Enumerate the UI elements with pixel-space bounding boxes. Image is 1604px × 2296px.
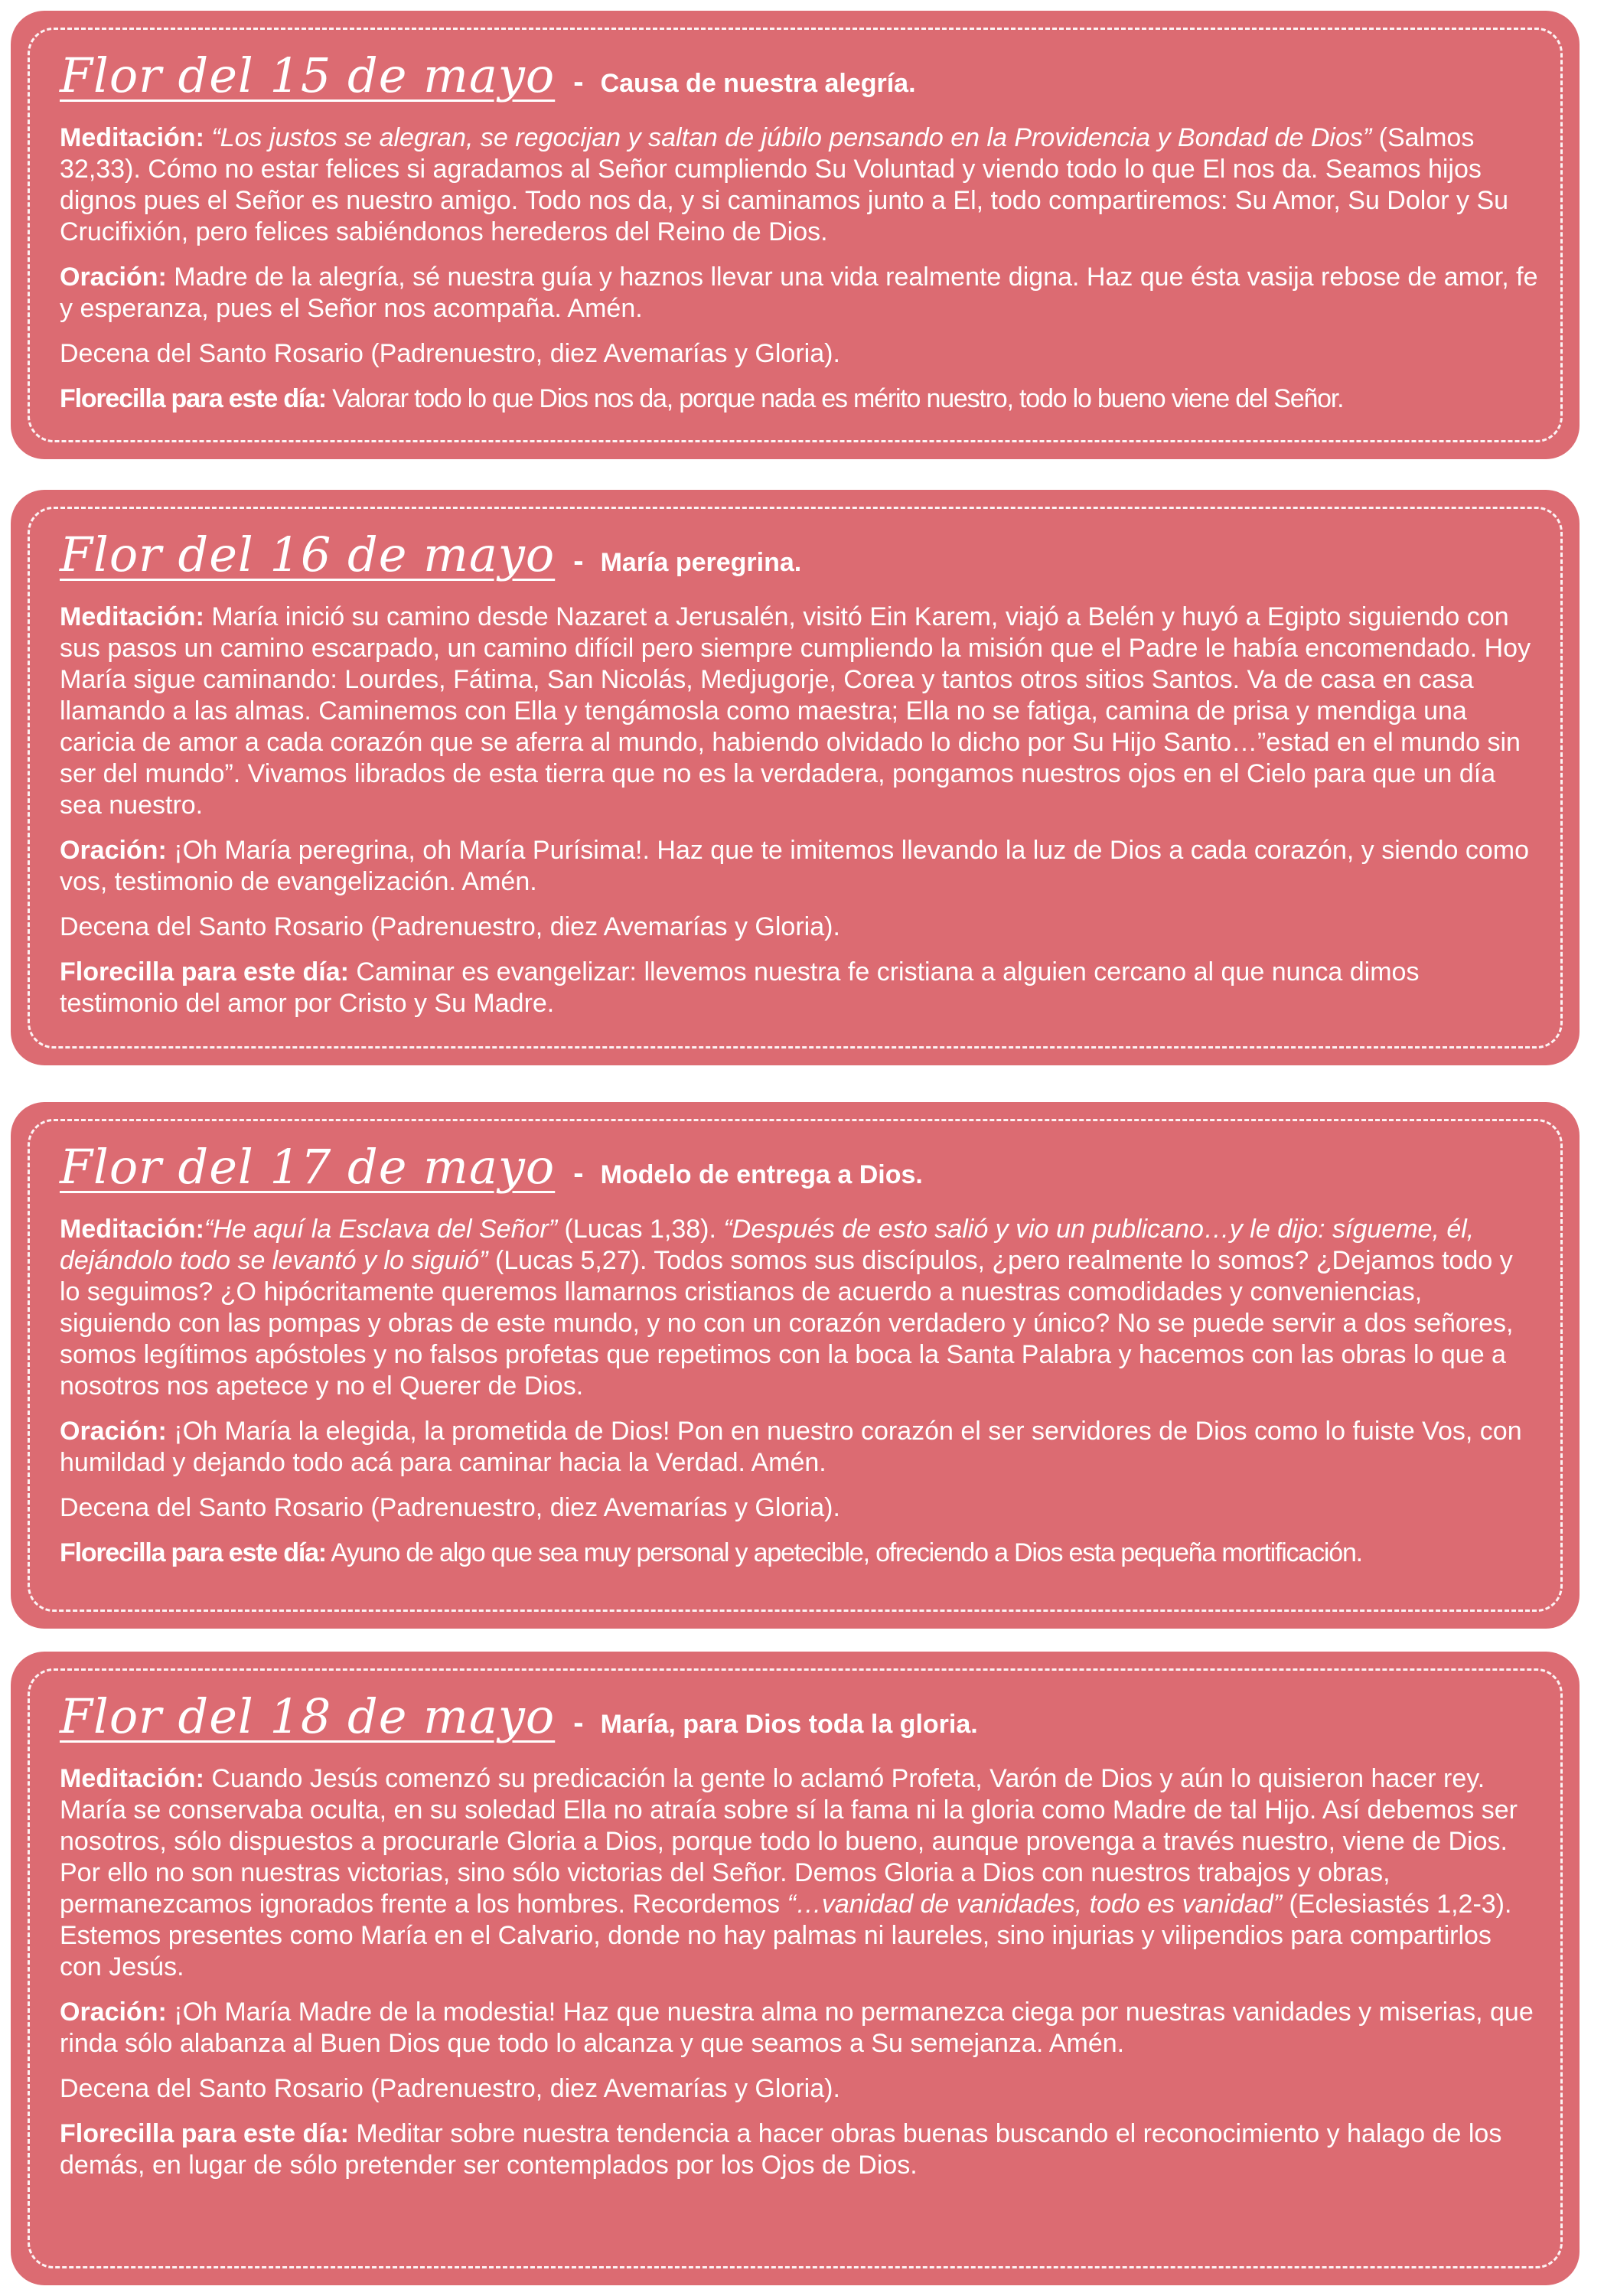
oracion-text: ¡Oh María la elegida, la prometida de Dios! Pon en nuestro corazón el ser servidores de Dios como lo fuiste Vos, con humildad y dejando todo acá para caminar hacia la Verdad. Amén. — [60, 1417, 1522, 1477]
oracion-paragraph — [60, 1416, 1540, 1479]
card-title: Flor del 18 de mayo — [60, 1688, 556, 1744]
oracion-label: Oración: — [60, 836, 167, 865]
meditacion-label: Meditación: — [60, 123, 204, 152]
card-may-15 — [11, 11, 1580, 459]
meditacion-label: Meditación: — [60, 1764, 204, 1793]
florecilla-paragraph — [60, 383, 1540, 415]
florecilla-label: Florecilla para este día: — [60, 384, 326, 413]
meditacion-paragraph — [60, 1763, 1540, 1983]
card-heading — [60, 527, 1540, 597]
title-separator: - — [573, 544, 584, 578]
oracion-text: ¡Oh María peregrina, oh María Purísima!. Haz que te imitemos llevando la luz de Dios a cada corazón, y siendo como vos, testimonio de evangelización. Amén. — [60, 836, 1529, 896]
florecilla-label: Florecilla para este día: — [60, 957, 349, 987]
card-heading — [60, 1688, 1540, 1759]
card-subtitle: Causa de nuestra alegría. — [600, 69, 916, 98]
florecilla-paragraph — [60, 2118, 1540, 2181]
card-subtitle: María peregrina. — [600, 548, 802, 577]
meditacion-label: Meditación: — [60, 602, 204, 631]
meditacion-quote: “…vanidad de vanidades, todo es vanidad” — [787, 1890, 1283, 1919]
florecilla-label: Florecilla para este día: — [60, 2119, 349, 2148]
oracion-label: Oración: — [60, 1998, 167, 2027]
meditacion-paragraph — [60, 602, 1540, 821]
florecilla-text: Ayuno de algo que sea muy personal y apetecible, ofreciendo a Dios esta pequeña mortificación. — [325, 1538, 1362, 1567]
meditacion-text: (Salmos 32,33). Cómo no estar felices si agradamos al Señor cumpliendo Su Voluntad y viendo todo lo que El nos da. Seamos hijos dignos pues el Señor es nuestro amigo. Todo nos da, y si caminamos junto a El, todo compartiremos: Su Amor, Su Dolor y Su Crucifixión, pero felices sabiéndonos herederos del Reino de Dios. — [60, 123, 1509, 246]
meditacion-text: (Eclesiastés 1,2-3). Estemos presentes como María en el Calvario, donde no hay palmas ni laureles, sino injurias y vilipendios para compartirlos con Jesús. — [60, 1890, 1512, 1981]
title-separator: - — [573, 1156, 584, 1190]
decena-text: Decena del Santo Rosario (Padrenuestro, diez Avemarías y Gloria). — [60, 1493, 840, 1522]
card-subtitle: Modelo de entrega a Dios. — [600, 1160, 923, 1189]
card-title: Flor del 15 de mayo — [60, 47, 556, 103]
card-title: Flor del 17 de mayo — [60, 1139, 556, 1195]
florecilla-text: Valorar todo lo que Dios nos da, porque nada es mérito nuestro, todo lo bueno viene del Señor. — [325, 384, 1344, 413]
decena-text: Decena del Santo Rosario (Padrenuestro, diez Avemarías y Gloria). — [60, 912, 840, 941]
meditacion-quote: “Después de esto salió y vio un publicano…y le dijo: sígueme, él, dejándolo todo se levantó y lo siguió” — [60, 1215, 1475, 1275]
card-may-16 — [11, 490, 1580, 1065]
decena-text: Decena del Santo Rosario (Padrenuestro, diez Avemarías y Gloria). — [60, 339, 840, 368]
card-may-17 — [11, 1102, 1580, 1629]
meditacion-text: María inició su camino desde Nazaret a Jerusalén, visitó Ein Karem, viajó a Belén y huyó a Egipto siguiendo con sus pasos un camino escarpado, un camino difícil pero siempre cumpliendo la misión que el Padre le había encomendado. Hoy María sigue caminando: Lourdes, Fátima, San Nicolás, Medjugorje, Corea y tantos otros sitios Santos. Va de casa en casa llamando a las almas. Caminemos con Ella y tengámosla como maestra; Ella no se fatiga, camina de prisa y mendiga una caricia de amor a cada corazón que se aferra al mundo, habiendo olvidado lo dicho por Su Hijo Santo…”estad en el mundo sin ser del mundo”. Vivamos librados de esta tierra que no es la verdadera, pongamos nuestros ojos en el Cielo para que un día sea nuestro. — [60, 602, 1531, 820]
card-heading — [60, 1139, 1540, 1209]
florecilla-text: Caminar es evangelizar: llevemos nuestra fe cristiana a alguien cercano al que nunca dimos testimonio del amor por Cristo y Su Madre. — [60, 957, 1420, 1018]
meditacion-text: (Lucas 1,38). — [557, 1215, 724, 1244]
florecilla-text: Meditar sobre nuestra tendencia a hacer obras buenas buscando el reconocimiento y halago de los demás, en lugar de sólo pretender ser contemplados por los Ojos de Dios. — [60, 2119, 1502, 2180]
oracion-paragraph — [60, 1997, 1540, 2060]
meditacion-label: Meditación: — [60, 1215, 204, 1244]
card-may-18 — [11, 1652, 1580, 2285]
florecilla-label: Florecilla para este día: — [60, 1538, 326, 1567]
meditacion-text: Cuando Jesús comenzó su predicación la gente lo aclamó Profeta, Varón de Dios y aún lo quisieron hacer rey. María se conservaba oculta, en su soledad Ella no atraía sobre sí la fama ni la gloria como Madre de tal Hijo. Así debemos ser nosotros, sólo dispuestos a procurarle Gloria a Dios, porque todo lo bueno, aunque provenga a través nuestro, viene de Dios. Por ello no son nuestras victorias, sino sólo victorias del Señor. Demos Gloria a Dios con nuestros trabajos y obras, permanezcamos ignorados frente a los hombres. Recordemos — [60, 1764, 1518, 1919]
meditacion-quote: “He aquí la Esclava del Señor” — [204, 1215, 558, 1244]
card-heading — [60, 47, 1540, 118]
meditacion-paragraph — [60, 1214, 1540, 1402]
oracion-label: Oración: — [60, 263, 167, 292]
title-separator: - — [573, 65, 584, 99]
oracion-text: ¡Oh María Madre de la modestia! Haz que nuestra alma no permanezca ciega por nuestras vanidades y miserias, que rinda sólo alabanza al Buen Dios que todo lo alcanza y que seamos a Su semejanza. Amén. — [60, 1998, 1534, 2058]
oracion-paragraph — [60, 262, 1540, 325]
card-title: Flor del 16 de mayo — [60, 527, 556, 582]
title-separator: - — [573, 1706, 584, 1740]
florecilla-paragraph — [60, 1538, 1540, 1569]
oracion-text: Madre de la alegría, sé nuestra guía y haznos llevar una vida realmente digna. Haz que ésta vasija rebose de amor, fe y esperanza, pues el Señor nos acompaña. Amén. — [60, 263, 1538, 323]
oracion-label: Oración: — [60, 1417, 167, 1446]
florecilla-paragraph — [60, 957, 1540, 1019]
card-subtitle: María, para Dios toda la gloria. — [600, 1710, 978, 1739]
meditacion-text: (Lucas 5,27). Todos somos sus discípulos, ¿pero realmente lo somos? ¿Dejamos todo y lo seguimos? ¿O hipócritamente queremos llamarnos cristianos de acuerdo a nuestras comodidades y conveniencias, siguiendo con las pompas y obras de este mundo, y no con un corazón verdadero y único? No se puede servir a dos señores, somos legítimos apóstoles y no falsos profetas que repetimos con la boca la Santa Palabra y hacemos con las obras lo que a nosotros nos apetece y no el Querer de Dios. — [60, 1246, 1514, 1401]
meditacion-quote: “Los justos se alegran, se regocijan y saltan de júbilo pensando en la Providencia y Bondad de Dios” — [211, 123, 1372, 152]
decena-text: Decena del Santo Rosario (Padrenuestro, diez Avemarías y Gloria). — [60, 2074, 840, 2103]
oracion-paragraph — [60, 835, 1540, 898]
meditacion-paragraph — [60, 122, 1540, 248]
